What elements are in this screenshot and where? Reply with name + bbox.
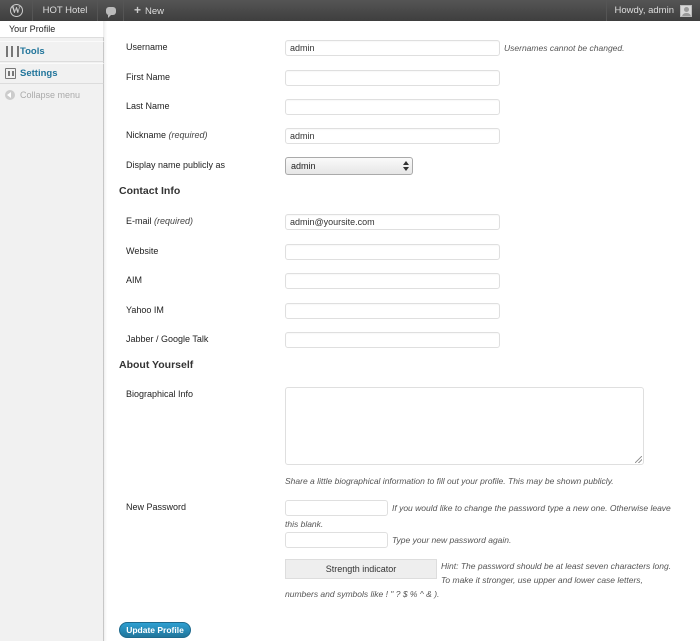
resize-grip-icon[interactable] bbox=[635, 456, 642, 463]
howdy-label: Howdy, admin bbox=[614, 5, 674, 16]
select-arrows-icon bbox=[403, 161, 409, 171]
avatar-icon bbox=[680, 5, 692, 17]
jabber-label: Jabber / Google Talk bbox=[126, 334, 209, 344]
email-label-text: E-mail bbox=[126, 216, 152, 226]
jabber-field[interactable] bbox=[285, 332, 500, 348]
yahoo-field[interactable] bbox=[285, 303, 500, 319]
aim-label: AIM bbox=[126, 275, 143, 285]
strength-indicator: Strength indicator bbox=[285, 559, 437, 579]
site-name-link[interactable]: HOT Hotel bbox=[33, 0, 98, 21]
update-profile-button[interactable]: Update Profile bbox=[119, 622, 191, 638]
yahoo-label: Yahoo IM bbox=[126, 305, 164, 315]
plus-icon: + bbox=[134, 3, 142, 17]
display-name-value: admin bbox=[291, 161, 316, 171]
nickname-label-text: Nickname bbox=[126, 130, 167, 140]
display-name-label: Display name publicly as bbox=[126, 160, 226, 170]
bio-textarea[interactable] bbox=[285, 387, 644, 465]
bio-label: Biographical Info bbox=[126, 389, 194, 399]
email-field[interactable] bbox=[285, 214, 500, 230]
required-note: (required) bbox=[168, 130, 208, 140]
password-note-line-2: this blank. bbox=[285, 519, 324, 529]
hint-line-1: Hint: The password should be at least seven characters long. bbox=[441, 561, 672, 571]
first-name-label: First Name bbox=[126, 72, 171, 82]
website-field[interactable] bbox=[285, 244, 500, 260]
nickname-field[interactable] bbox=[285, 128, 500, 144]
nickname-label bbox=[126, 130, 208, 140]
comments-button[interactable] bbox=[98, 0, 124, 21]
admin-bar bbox=[0, 0, 700, 21]
sidebar-item-label: Tools bbox=[20, 46, 45, 57]
confirm-password-field[interactable] bbox=[285, 532, 388, 548]
first-name-field[interactable] bbox=[285, 70, 500, 86]
email-label bbox=[126, 216, 193, 226]
new-password-field[interactable] bbox=[285, 500, 388, 516]
settings-icon bbox=[5, 68, 16, 79]
sidebar-item-your-profile[interactable]: Your Profile bbox=[0, 21, 104, 38]
website-label: Website bbox=[126, 246, 159, 256]
display-name-select[interactable] bbox=[285, 157, 413, 175]
sidebar-item-label: Settings bbox=[20, 68, 58, 79]
new-content-button[interactable] bbox=[124, 0, 179, 21]
about-yourself-heading: About Yourself bbox=[119, 359, 194, 371]
bio-note: Share a little biographical information to fill out your profile. This may be shown publicly. bbox=[285, 476, 614, 486]
password-again-note: Type your new password again. bbox=[392, 535, 512, 545]
hint-line-3: numbers and symbols like ! " ? $ % ^ & ). bbox=[285, 589, 440, 599]
collapse-menu-label: Collapse menu bbox=[20, 90, 81, 100]
new-label: New bbox=[145, 6, 165, 17]
last-name-label: Last Name bbox=[126, 101, 170, 111]
username-label: Username bbox=[126, 42, 168, 52]
collapse-arrow-icon bbox=[5, 90, 15, 100]
contact-info-heading: Contact Info bbox=[119, 185, 181, 197]
comment-bubble-icon bbox=[106, 7, 116, 15]
password-note-line-1: If you would like to change the password type a new one. Otherwise leave bbox=[392, 503, 671, 513]
admin-sidebar bbox=[0, 21, 104, 641]
account-menu[interactable] bbox=[606, 0, 700, 21]
sidebar-item-settings[interactable] bbox=[0, 63, 104, 84]
username-note: Usernames cannot be changed. bbox=[504, 43, 625, 53]
required-note: (required) bbox=[154, 216, 194, 226]
username-field[interactable] bbox=[285, 40, 500, 56]
new-password-label: New Password bbox=[126, 502, 187, 512]
collapse-menu-button[interactable] bbox=[5, 90, 80, 100]
aim-field[interactable] bbox=[285, 273, 500, 289]
hint-line-2: To make it stronger, use upper and lower case letters, bbox=[441, 575, 643, 585]
last-name-field[interactable] bbox=[285, 99, 500, 115]
tools-icon bbox=[5, 46, 16, 57]
wordpress-logo-icon[interactable]: W bbox=[0, 0, 33, 21]
sidebar-item-tools[interactable] bbox=[0, 41, 104, 62]
